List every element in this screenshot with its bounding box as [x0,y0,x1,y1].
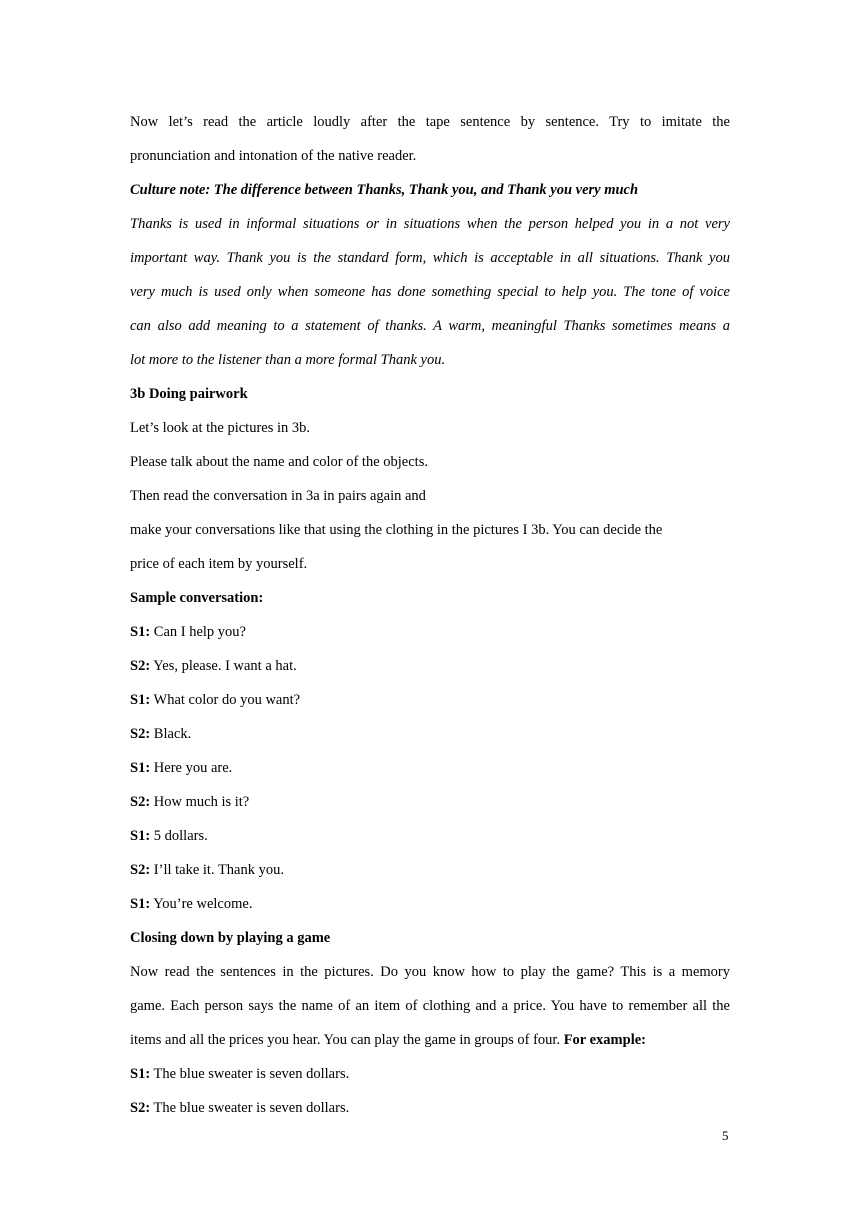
dialogue-text: Black. [150,726,192,742]
pairwork-line: price of each item by yourself. [130,556,308,572]
dialogue-text: You’re welcome. [150,896,253,912]
culture-note-line: can also add meaning to a statement of thanks. A warm, meaningful Thanks sometimes means a [130,318,730,334]
dialogue-line [130,819,730,853]
document-page [130,105,730,1125]
speaker-label: S2: [130,1100,151,1116]
dialogue-line [130,853,730,887]
speaker-label: S2: [130,862,151,878]
speaker-label: S1: [130,828,151,844]
pairwork-line: Please talk about the name and color of the objects. [130,454,428,470]
pairwork-line: Let’s look at the pictures in 3b. [130,420,311,436]
dialogue-text: I’ll take it. Thank you. [150,862,284,878]
intro-line-2: pronunciation and intonation of the native reader. [130,148,417,164]
culture-note-line: Thanks is used in informal situations or in situations when the person helped you in a not very [130,216,730,232]
culture-note-line: lot more to the listener than a more formal Thank you. [130,352,446,368]
culture-note-line: very much is used only when someone has done something special to help you. The tone of voice [130,284,730,300]
dialogue-line [130,751,730,785]
dialogue-text: 5 dollars. [150,828,208,844]
intro-line-1: Now let’s read the article loudly after the tape sentence by sentence. Try to imitate the [130,114,730,130]
dialogue-text: Here you are. [150,760,233,776]
sample-conversation-heading: Sample conversation: [130,590,264,606]
dialogue-text: Can I help you? [150,624,246,640]
speaker-label: S2: [130,658,151,674]
for-example-label: For example: [563,1032,646,1048]
example-text: The blue sweater is seven dollars. [150,1100,350,1116]
closing-line-3-text: items and all the prices you hear. You can play the game in groups of four. [130,1032,564,1048]
culture-note-heading: Culture note: The difference between Thanks, Thank you, and Thank you very much [130,182,639,198]
dialogue-line [130,887,730,921]
closing-line-2: game. Each person says the name of an item of clothing and a price. You have to remember all the [130,998,730,1014]
example-text: The blue sweater is seven dollars. [150,1066,350,1082]
speaker-label: S1: [130,1066,151,1082]
dialogue-line [130,615,730,649]
page-number: 5 [722,1128,729,1143]
dialogue-line [130,683,730,717]
dialogue-line [130,649,730,683]
example-line [130,1057,730,1091]
culture-note-line: important way. Thank you is the standard form, which is acceptable in all situations. Thank you [130,250,730,266]
dialogue-text: How much is it? [150,794,250,810]
speaker-label: S2: [130,794,151,810]
dialogue-text: What color do you want? [150,692,301,708]
pairwork-heading: 3b Doing pairwork [130,386,248,402]
closing-line-1: Now read the sentences in the pictures. Do you know how to play the game? This is a memory [130,964,730,980]
speaker-label: S1: [130,896,151,912]
pairwork-line: Then read the conversation in 3a in pairs again and [130,488,426,504]
closing-heading: Closing down by playing a game [130,930,331,946]
closing-line-3 [130,1023,730,1057]
example-line [130,1091,730,1125]
speaker-label: S1: [130,692,151,708]
dialogue-line [130,717,730,751]
speaker-label: S1: [130,624,151,640]
dialogue-line [130,785,730,819]
dialogue-text: Yes, please. I want a hat. [150,658,297,674]
speaker-label: S2: [130,726,151,742]
speaker-label: S1: [130,760,151,776]
pairwork-line: make your conversations like that using the clothing in the pictures I 3b. You can decide the [130,522,663,538]
